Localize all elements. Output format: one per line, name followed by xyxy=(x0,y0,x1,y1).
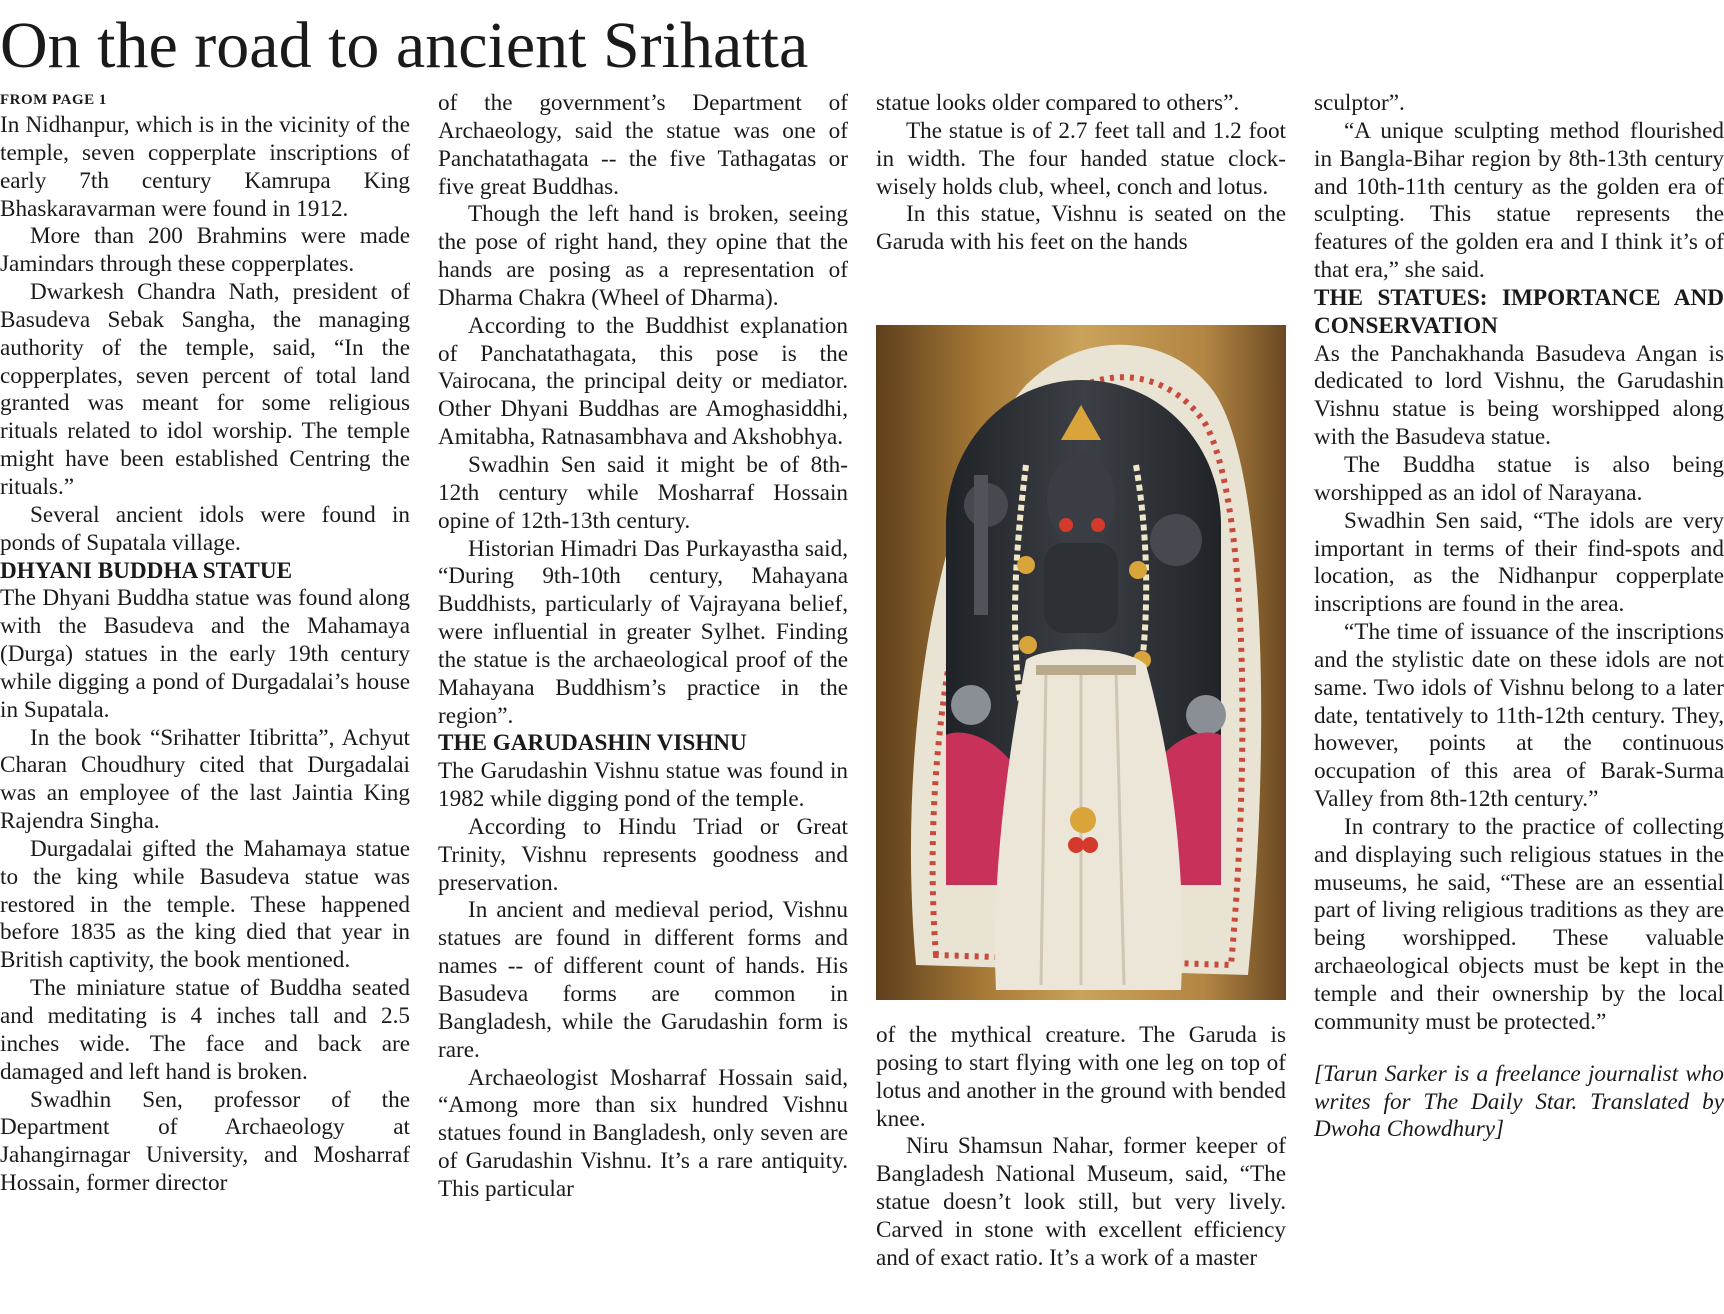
paragraph: As the Panchakhanda Basudeva Angan is dedicated to lord Vishnu, the Garudashin Vishnu statue is being worshipped along with the Basudeva statue. xyxy=(1314,340,1724,451)
paragraph: Archaeologist Mosharraf Hossain said, “Among more than six hundred Vishnu statues found in Bangladesh, only seven are of Garudashin Vishnu. It’s a rare antiquity. This particular xyxy=(438,1064,848,1202)
article-column-3 xyxy=(876,90,1286,257)
paragraph: In this statue, Vishnu is seated on the Garuda with his feet on the hands xyxy=(876,201,1286,256)
paragraph: Swadhin Sen said, “The idols are very important in terms of their find-spots and location, as the Nidhanpur copperplate inscriptions are found in the area. xyxy=(1314,507,1724,618)
paragraph: Durgadalai gifted the Mahamaya statue to the king while Basudeva statue was restored in the temple. These happened before 1835 as the king died that year in British captivity, the book mentioned. xyxy=(0,835,410,974)
paragraph: sculptor”. xyxy=(1314,90,1405,116)
paragraph: According to Hindu Triad or Great Trinity, Vishnu represents goodness and preservation. xyxy=(438,813,848,896)
paragraph: statue looks older compared to others”. xyxy=(876,90,1240,116)
subheading-garudashin-vishnu: THE GARUDASHIN VISHNU xyxy=(438,730,747,757)
paragraph: The Buddha statue is also being worshipped as an idol of Narayana. xyxy=(1314,451,1724,506)
paragraph: In Nidhanpur, which is in the vicinity of the temple, seven copperplate inscriptions of early 7th century Kamrupa King Bhaskaravarman were found in 1912. xyxy=(0,112,410,222)
paragraph: of the government’s Department of Archaeology, said the statue was one of Panchatathagata -- the five Tathagatas or five great Buddhas. xyxy=(438,90,848,200)
paragraph: Historian Himadri Das Purkayastha said, “During 9th-10th century, Mahayana Buddhists, particularly of Vajrayana belief, were influential in greater Sylhet. Finding the statue is the archaeological proof of the Mahayana Buddhism’s practice in the region”. xyxy=(438,535,848,729)
author-byline: [Tarun Sarker is a freelance journalist who writes for The Daily Star. Translated by Dwoha Chowdhury] xyxy=(1314,1060,1724,1143)
paragraph: of the mythical creature. The Garuda is posing to start flying with one leg on top of lotus and another in the ground with bended knee. xyxy=(876,1022,1286,1132)
article-column-1 xyxy=(0,90,410,1198)
paragraph: Several ancient idols were found in ponds of Supatala village. xyxy=(0,501,410,556)
paragraph: “The time of issuance of the inscriptions and the stylistic date on these idols are not same. Two idols of Vishnu belong to a later date, tentatively to 11th-12th century. They, however, points at the continuous occupation of this area of Barak-Surma Valley from 8th-12th century.” xyxy=(1314,619,1724,813)
headline: On the road to ancient Srihatta xyxy=(0,9,809,82)
vishnu-statue-photo xyxy=(876,325,1286,1000)
subheading-dhyani-buddha: DHYANI BUDDHA STATUE xyxy=(0,557,293,584)
paragraph: Swadhin Sen said it might be of 8th-12th century while Mosharraf Hossain opine of 12th-13th century. xyxy=(438,451,848,534)
paragraph: More than 200 Brahmins were made Jamindars through these copperplates. xyxy=(0,223,410,278)
paragraph: The Garudashin Vishnu statue was found in 1982 while digging pond of the temple. xyxy=(438,758,848,813)
subheading-importance-conservation: THE STATUES: IMPORTANCE AND CONSERVATION xyxy=(1314,284,1724,339)
paragraph: The miniature statue of Buddha seated and meditating is 4 inches tall and 2.5 inches wide. The face and back are damaged and left hand is broken. xyxy=(0,975,410,1085)
paragraph: The statue is of 2.7 feet tall and 1.2 foot in width. The four handed statue clock-wisely holds club, wheel, conch and lotus. xyxy=(876,117,1286,200)
article-column-4 xyxy=(1314,90,1724,1144)
article-column-2 xyxy=(438,90,848,1204)
paragraph: In contrary to the practice of collecting and displaying such religious statues in the museums, he said, “These are an essential part of living religious traditions as they are being worshipped. These valuable archaeological objects must be kept in the temple and their ownership by the local community must be protected.” xyxy=(1314,813,1724,1035)
continued-from-label: FROM PAGE 1 xyxy=(0,92,107,108)
paragraph: According to the Buddhist explanation of Panchatathagata, this pose is the Vairocana, the principal deity or mediator. Other Dhyani Buddhas are Amoghasiddhi, Amitabha, Ratnasambhava and Akshobhya. xyxy=(438,312,848,451)
paragraph: “A unique sculpting method flourished in Bangla-Bihar region by 8th-13th century and 10th-11th century as the golden era of sculpting. This statue represents the features of the golden era and I think it’s of that era,” she said. xyxy=(1314,117,1724,284)
paragraph: In ancient and medieval period, Vishnu statues are found in different forms and names -- of different count of hands. His Basudeva forms are common in Bangladesh, while the Garudashin form is rare. xyxy=(438,897,848,1063)
paragraph: Though the left hand is broken, seeing the pose of right hand, they opine that the hands are posing as a representation of Dharma Chakra (Wheel of Dharma). xyxy=(438,201,848,311)
statue-illustration xyxy=(876,325,1286,1000)
paragraph: Niru Shamsun Nahar, former keeper of Bangladesh National Museum, said, “The statue doesn’t look still, but very lively. Carved in stone with excellent efficiency and of exact ratio. It’s a work of a master xyxy=(876,1133,1286,1271)
paragraph: Swadhin Sen, professor of the Department of Archaeology at Jahangirnagar University, and Mosharraf Hossain, former director xyxy=(0,1086,410,1197)
paragraph: In the book “Srihatter Itibritta”, Achyut Charan Choudhury cited that Durgadalai was an employee of the last Jaintia King Rajendra Singha. xyxy=(0,724,410,835)
paragraph: The Dhyani Buddha statue was found along with the Basudeva and the Mahamaya (Durga) statues in the early 19th century while digging a pond of Durgadalai’s house in Supatala. xyxy=(0,585,410,723)
article-column-3-continued xyxy=(876,1022,1286,1273)
paragraph: Dwarkesh Chandra Nath, president of Basudeva Sebak Sangha, the managing authority of the temple, said, “In the copperplates, seven percent of total land granted was meant for some religious rituals related to idol worship. The temple might have been established Centring the rituals.” xyxy=(0,279,410,500)
